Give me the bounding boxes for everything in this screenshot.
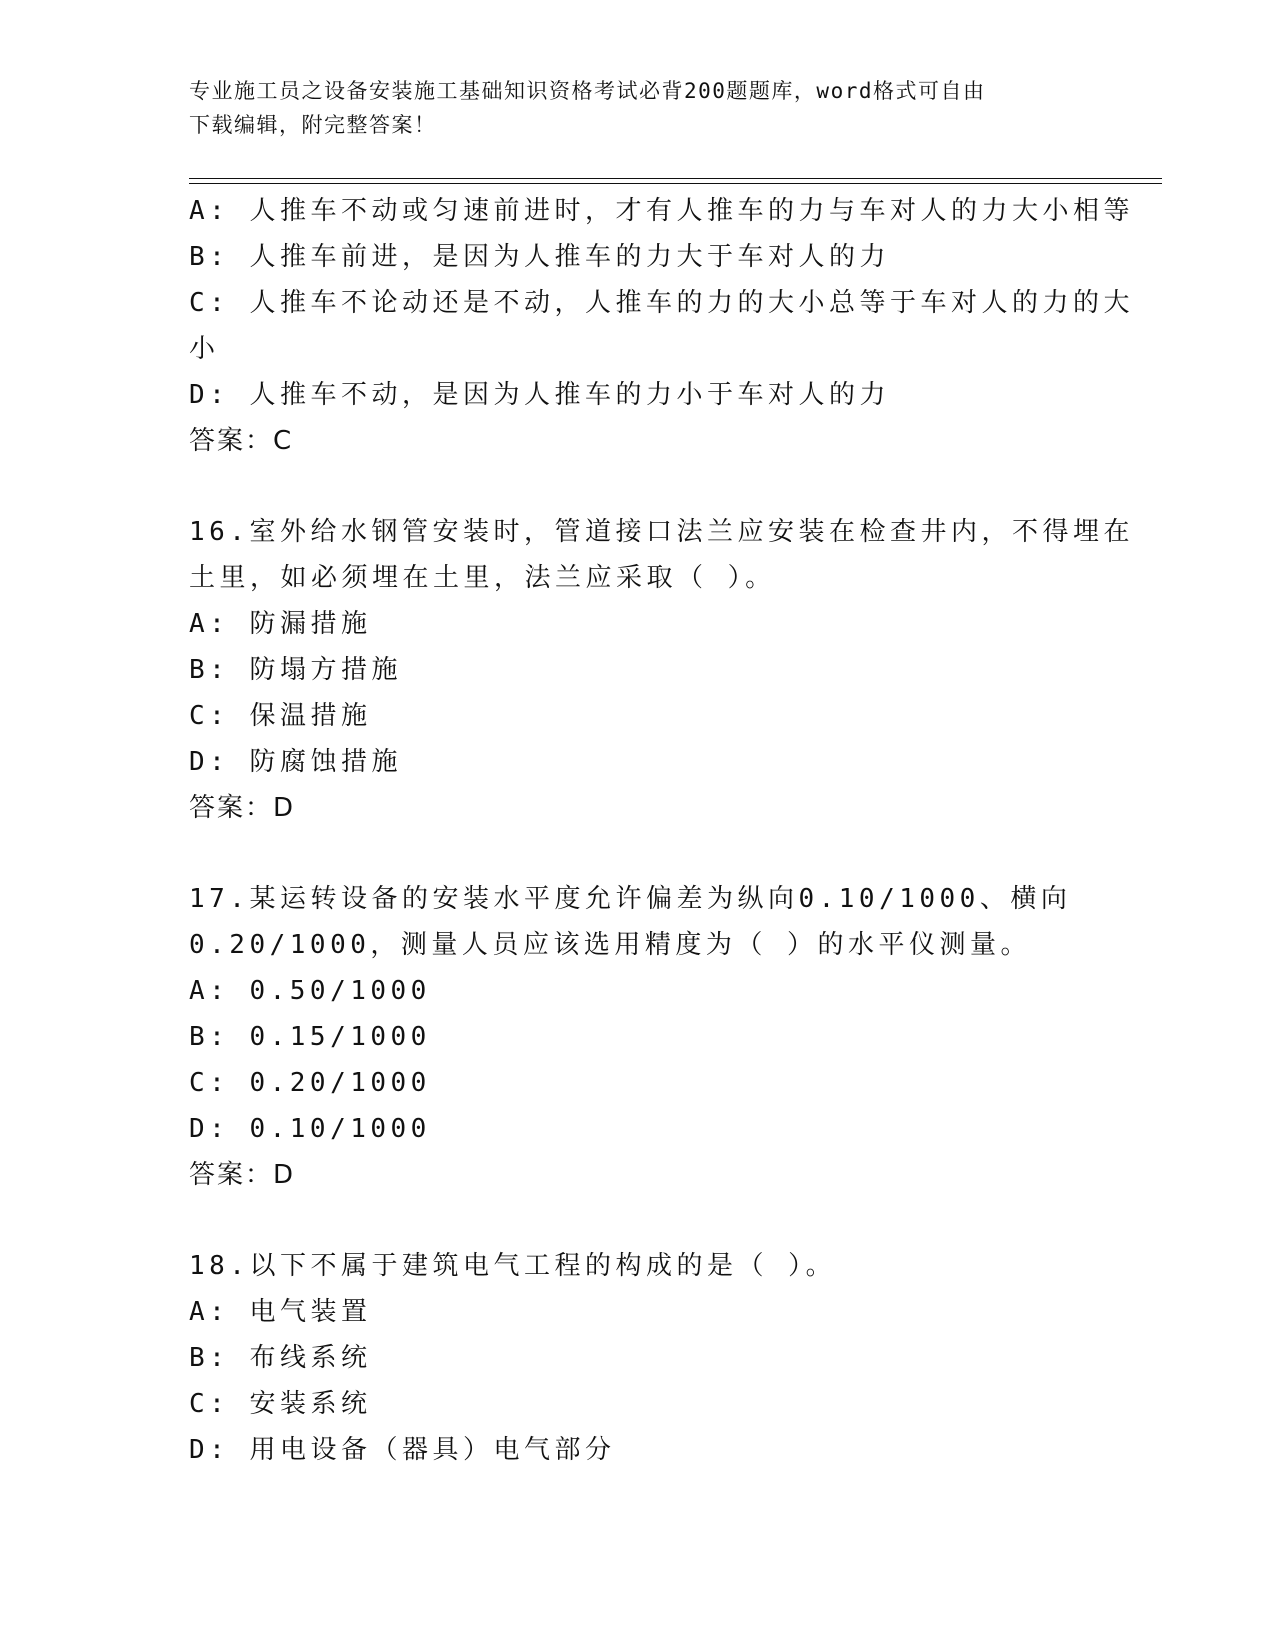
- option-c: C: 安装系统: [189, 1389, 372, 1419]
- question-stem: 17.某运转设备的安装水平度允许偏差为纵向0.10/1000、横向: [189, 884, 1072, 914]
- question-stem-continued: 土里，如必须埋在土里，法兰应采取（ ）。: [189, 563, 776, 593]
- header-line-1: 专业施工员之设备安装施工基础知识资格考试必背200题题库，word格式可自由: [189, 79, 986, 103]
- option-a: A: 防漏措施: [189, 609, 372, 639]
- option-b: B: 人推车前进，是因为人推车的力大于车对人的力: [189, 242, 890, 272]
- option-b: B: 0.15/1000: [189, 1022, 431, 1052]
- question-stem: 18.以下不属于建筑电气工程的构成的是（ ）。: [189, 1251, 837, 1281]
- option-b: B: 布线系统: [189, 1343, 372, 1373]
- header-divider-top: [189, 178, 1162, 179]
- header-line-2: 下载编辑，附完整答案！: [189, 113, 437, 137]
- option-a: A: 人推车不动或匀速前进时，才有人推车的力与车对人的力大小相等: [189, 196, 1134, 226]
- answer: 答案：D: [189, 793, 296, 823]
- option-c: C: 人推车不论动还是不动，人推车的力的大小总等于车对人的力的大: [189, 288, 1134, 318]
- option-a: A: 0.50/1000: [189, 976, 431, 1006]
- question-stem: 16.室外给水钢管安装时，管道接口法兰应安装在检查井内，不得埋在: [189, 517, 1134, 547]
- question-15: [189, 188, 1134, 464]
- option-d: D: 防腐蚀措施: [189, 747, 402, 777]
- option-c-continued: 小: [189, 334, 220, 364]
- answer: 答案：D: [189, 1160, 296, 1190]
- question-list: [189, 188, 1134, 1473]
- option-d: D: 用电设备（器具）电气部分: [189, 1435, 616, 1465]
- option-d: D: 人推车不动，是因为人推车的力小于车对人的力: [189, 380, 890, 410]
- option-b: B: 防塌方措施: [189, 655, 402, 685]
- option-d: D: 0.10/1000: [189, 1114, 431, 1144]
- question-16: [189, 509, 1134, 831]
- document-header: [189, 74, 1069, 142]
- question-stem-continued: 0.20/1000，测量人员应该选用精度为（ ）的水平仪测量。: [189, 930, 1032, 960]
- option-a: A: 电气装置: [189, 1297, 372, 1327]
- option-c: C: 0.20/1000: [189, 1068, 431, 1098]
- header-divider-bottom: [189, 183, 1162, 184]
- option-c: C: 保温措施: [189, 701, 372, 731]
- question-17: [189, 876, 1089, 1198]
- answer: 答案：C: [189, 426, 294, 456]
- question-18: [189, 1243, 1089, 1473]
